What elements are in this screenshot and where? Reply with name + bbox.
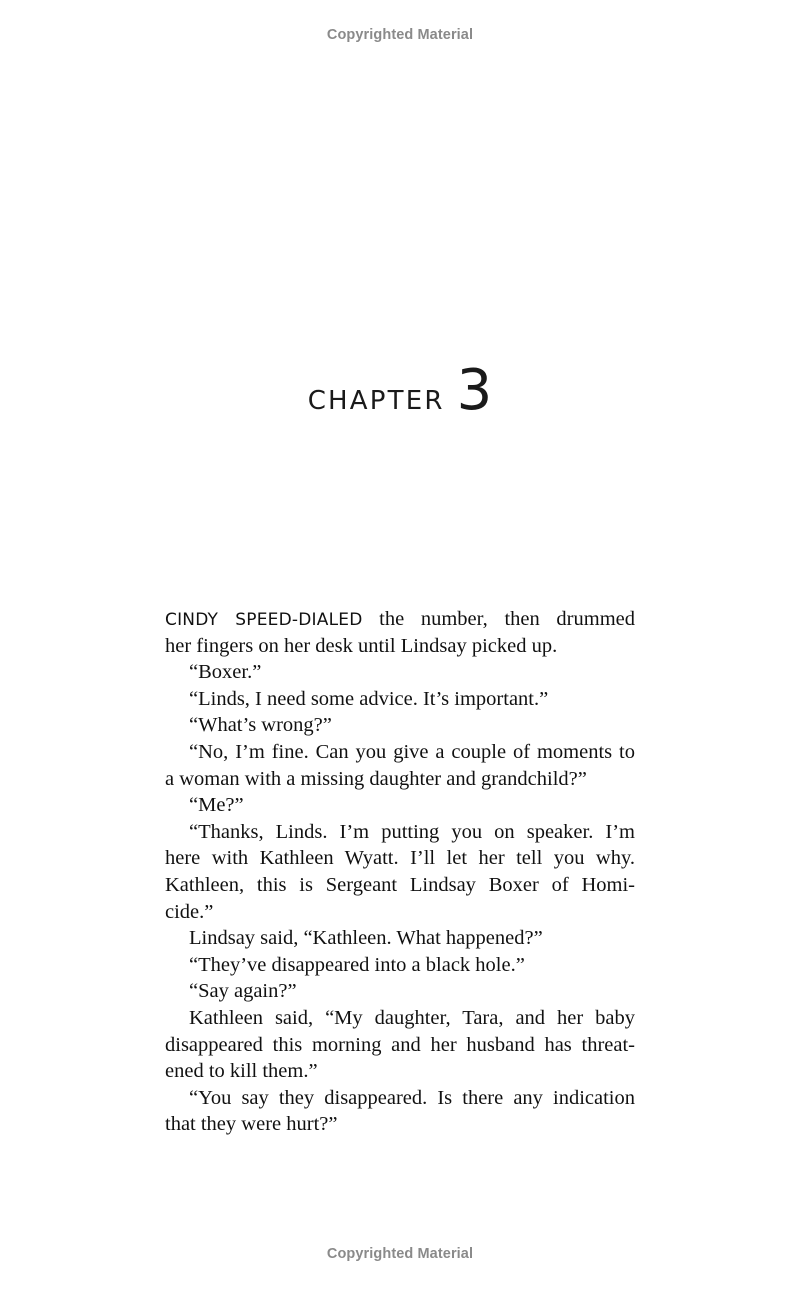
paragraph-line: “What’s wrong?” <box>189 714 332 737</box>
paragraph-line: disappeared this morning and her husband has threat- <box>165 1033 635 1056</box>
paragraph-line: “Me?” <box>189 794 244 817</box>
paragraph-line: “You say they disappeared. Is there any indication <box>189 1086 635 1109</box>
chapter-lead-in: CINDY SPEED-DIALED <box>165 610 363 630</box>
paragraph-line: her fingers on her desk until Lindsay picked up. <box>165 634 558 657</box>
paragraph-line: that they were hurt?” <box>165 1113 338 1136</box>
chapter-heading <box>0 358 800 423</box>
copyright-watermark-top: Copyrighted Material <box>326 27 474 43</box>
paragraph-line: “No, I’m fine. Can you give a couple of moments to <box>189 740 635 763</box>
chapter-body-text <box>165 606 635 1138</box>
copyright-watermark-bottom: Copyrighted Material <box>326 1246 474 1262</box>
paragraph-line: a woman with a missing daughter and grandchild?” <box>165 767 587 790</box>
paragraph-line: cide.” <box>165 900 214 923</box>
paragraph-line: Kathleen, this is Sergeant Lindsay Boxer of Homi- <box>165 873 635 896</box>
paragraph-text: the number, then drummed <box>362 608 635 630</box>
paragraph-line: “They’ve disappeared into a black hole.” <box>189 953 525 976</box>
paragraph-line: “Thanks, Linds. I’m putting you on speaker. I’m <box>189 820 635 843</box>
paragraph-line <box>165 606 635 633</box>
chapter-label: CHAPTER <box>307 386 445 416</box>
paragraph-line: “Linds, I need some advice. It’s important.” <box>189 687 549 710</box>
paragraph-line: ened to kill them.” <box>165 1060 318 1083</box>
paragraph-line: Lindsay said, “Kathleen. What happened?” <box>189 927 543 950</box>
paragraph-line: Kathleen said, “My daughter, Tara, and her baby <box>189 1006 635 1029</box>
paragraph-line: “Boxer.” <box>189 661 262 684</box>
chapter-number: 3 <box>456 358 493 423</box>
paragraph-line: “Say again?” <box>189 980 297 1003</box>
paragraph-line: here with Kathleen Wyatt. I’ll let her tell you why. <box>165 847 635 870</box>
